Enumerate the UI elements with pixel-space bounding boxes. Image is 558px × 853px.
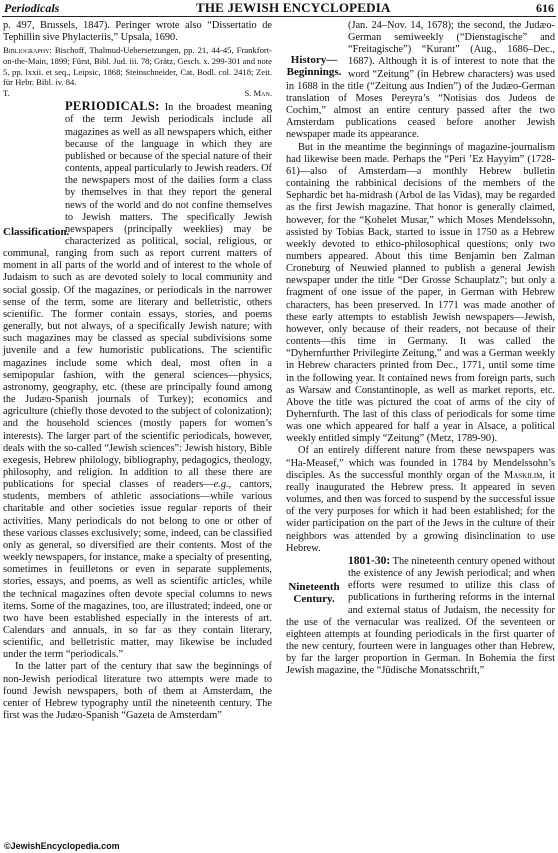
right-paragraph-3 [286, 555, 555, 678]
continued-paragraph: p. 497, Brussels, 1847). Peringer wrote also “Dissertatio de Tephillin sive Phylacteriis,” Upsala, 1690. [3, 20, 272, 44]
right-paragraph-0 [286, 20, 555, 142]
article-paragraph-2: In the latter part of the century that saw the beginnings of non-Jewish periodical literature two attempts were made to found Jewish newspapers, both of them at Amsterdam, the center of Hebrew typography until the nineteenth century. The first was the Judæo-Spanish “Gazeta de Amsterdam” [3, 661, 272, 722]
side-note-classification: Classification. [3, 226, 70, 239]
article-lemma: PERIODICALS: [65, 99, 160, 114]
article-text-1a: In the broadest meaning of the term Jewish periodicals include all magazines as well as all newspapers which, either because of the language in which they are published or because of the special nature of their contents, appeal particularly to Jewish readers. Of the newspapers most of the dailies form a class by themselves in that they report the general news of the world and do not confine themselves to Jewish matters. The specifically Jewish newspapers (principally weeklies) may be characterized as political, social, religious, or communal, ranging from such as report current matters of moment in all parts of the world and of interest to the whole of Judaism to such as are devoted solely to local community and social gossip. Of the magazines, or periodicals in the narrower sense of the term, some are literary and belletristic, others scientific. The former contain essays, stories, and poems generally, but not always, of a specifically Jewish nature; with such magazines may be classed as special subdivisions some juvenile and a few humoristic publications. The scientific magazines include some which deal, most often in a semipopular fashion, with the general sciences—physics, astronomy, geography, etc. (these are principally found among the Judæo-Spanish journals of Turkey); economics and agriculture (chiefly those devoted to the subject of colonization); and the household sciences (mostly papers for women’s interests). The larger part of the scientific periodicals, however, deals with the so-called “Jewish sciences”: Jewish history, Bible exegesis, Hebrew philology, bibliography, pedagogics, theology, philosophy, and religion. In addition to all these there are publications for special classes of readers— [3, 102, 272, 491]
right-text-2b: , it really inaugurated the Hebrew press. It appeared in seven volumes, and then was forced to suspend by the successful issue of the very purposes for which it had been established; for the wider participation on the part of the Jews in the culture of their neighbors was attended by a growing disinclination to use Hebrew. [286, 469, 555, 554]
header-page-number: 616 [536, 1, 554, 15]
left-column [3, 20, 272, 722]
signature-line [3, 88, 272, 99]
page-header [0, 0, 558, 16]
bibliography-label: Bibliography [3, 45, 50, 56]
right-paragraph-1: But in the meantime the beginnings of magazine-journalism had likewise been made. Perhaps the “Peri ’Ez Hayyim” (1728-61)—also of Amsterdam—a monthly Hebrew bulletin containing the rabbinical decisions of the members of the Sephardic bet ha-midrash (Arbol de las Vidas), may be regarded as the first Jewish magazine. That honor is generally claimed, however, for the “Ḳohelet Musar,” which Moses Mendelssohn, assisted by Tobias Back, started to issue in 1750 as a Hebrew weekly devoted to ethico-philosophical questions; only two numbers appeared. About this time Benjamin ben Zalman Croneburg of Neuwied planned to publish a general Jewish newspaper under the title “Der Grosse Schauplatz”; but only a fragment of one issue of the paper, in German with Hebrew characters, has been preserved. In 1771 was made another of these early attempts to establish Jewish newspapers—Jewish, however, only because of their readers, not because of their contents—this time in Germany. It was called the “Dyhernfurther Privilegirte Zeitung,” and was a German weekly in Hebrew characters printed from Dec., 1771, until some time in the following year. It contained news from foreign parts, such as Warsaw and Constantinople, as well as market reports, etc. Above the title was pictured the coat of arms of the city of Dyhernfurth. The last of this class of periodicals for some time was one which appeared for half a year in Alsace, a political weekly entitled simply “Zeitung” (Metz, 1789-90). [286, 141, 555, 445]
footer-watermark [4, 841, 120, 851]
right-text-0: (Jan. 24–Nov. 14, 1678); the second, the Judæo-German semiweekly (“Dienstagische” and “Freitagische”) “Kurant” (Aug., 1686–Dec., 1687). Although it is of interest to note that the word “Zeitung” (in Hebrew characters) was used in 1688 in the title (“Zeitung aus Indien”) of the Judæo-German translation of Moses Pereyra’s “Notisias dos Judeos de Cochim,” almost an entire century passed after the two Amsterdam publications ceased before another Jewish newspaper made its appearance. [286, 20, 555, 141]
right-text-2a: Of an entirely different nature from these newspapers was “Ha-Measef,” which was founded in 1784 by Mendelssohn’s disciples. As the successful monthly organ of the [286, 445, 555, 481]
bibliography [3, 45, 272, 87]
signature-right: S. Man. [244, 87, 272, 98]
article-body [3, 100, 272, 661]
right-text-maskilim: Maskilim [504, 469, 543, 481]
article-text-eg: e.g., [213, 479, 232, 491]
right-paragraph-2 [286, 445, 555, 554]
sub-heading: 1801-30: [348, 554, 391, 567]
right-text-3: The nineteenth century opened without the existence of any Jewish periodical; and when efforts were resumed to utilize this class of publications in furthering reforms in the internal and external status of Judaism, the necessity for the use of the vernacular was realized. Of the seventeen or eighteen attempts at founding periodicals in the first quarter of the new century, fourteen were in languages other than Hebrew, by far the larger proportion in German. In Bohemia the first Jewish magazine, the “Jüdische Monatsschrift,” [286, 555, 555, 677]
right-column [286, 20, 555, 677]
header-rule [2, 16, 556, 17]
bibliography-text: : Bischoff, Thalmud-Uebersetzungen, pp. 21, 44-45, Frankfort-on-the-Main, 1899; Fürst, Bibl. Jud. iii. 78; Grätz, Gesch. x. 299-301 and note 5, pp. lxxii. et seq., Leipsic, 1868; Steinschneider, Cat. Bodl. col. 2418; Zeit. für Hebr. Bibl. iv. 84. [3, 45, 272, 88]
header-book-title: THE JEWISH ENCYCLOPEDIA [196, 0, 391, 15]
footer-text: ©JewishEncyclopedia.com [4, 841, 120, 851]
article-text-1b: cantors, students, members of athletic associations—while various charitable and other societies issue regular reports of their activities. Many periodicals do not belong to one or other of these various classes exclusively; some, indeed, can be classified only as general, so diversified are their contents. Most of the weekly newspapers, for instance, make a specialty of presenting, sometimes in feuilletons or even in separate supplements, stories, essays, and poems, as well as scientific articles, while the technical magazines often devote special columns to news items. Some of the magazines, too, are illustrated; indeed, one or two have been established especially in the interests of art. Calendars and annuals, in so far as they contain literary, scientific, and belletristic matter, may likewise be included under the term “periodicals.” [3, 479, 272, 661]
signature-left: T. [3, 87, 10, 98]
side-note-nineteenth: Nineteenth Century. [288, 580, 340, 605]
side-note-history: History—Beginnings. [286, 54, 342, 78]
header-section-title: Periodicals [4, 1, 60, 15]
